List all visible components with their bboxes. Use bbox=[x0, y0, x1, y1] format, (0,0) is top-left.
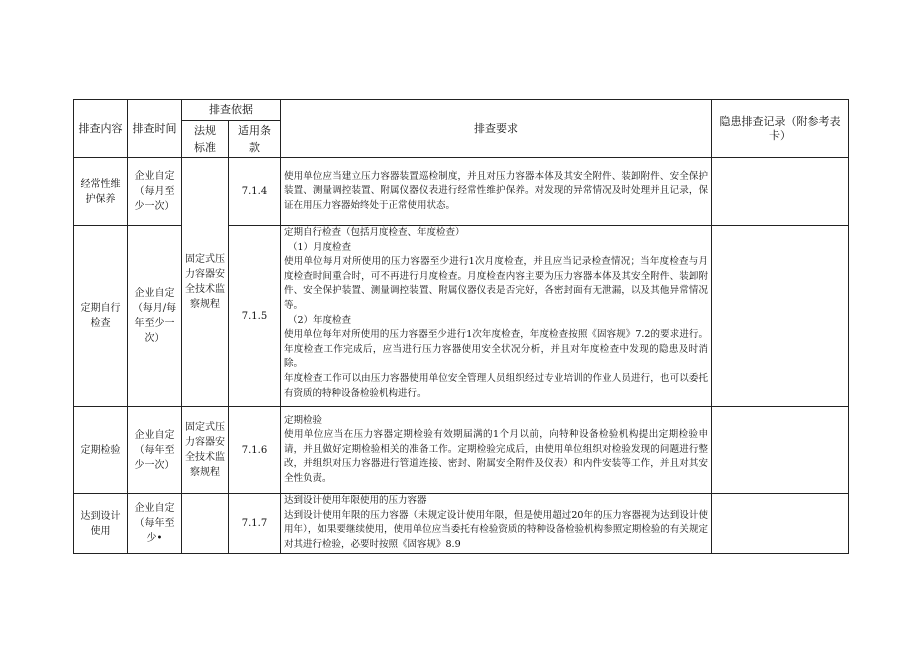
row-requirement bbox=[281, 158, 712, 226]
requirement-clip bbox=[284, 226, 708, 406]
requirement-text: 定期检验 bbox=[284, 414, 323, 426]
requirement-text: 达到设计使用年限的压力容器（未规定设计使用年限，但是使用超过20年的压力容器视为达到设计使用年），如果要继续使用，使用单位应当委托有检验资质的特种设备检验机构参照定期检验的有关规定对其进行检验，必要时按照《固容规》8.9 bbox=[284, 509, 708, 550]
header-record: 隐患排查记录（附参考表卡） bbox=[712, 100, 849, 158]
row-content: 经常性维护保养 bbox=[74, 158, 128, 226]
table-row bbox=[74, 407, 849, 494]
requirement-text: （2）年度检查 bbox=[288, 314, 352, 326]
row-time: 企业自定（每月至少一次） bbox=[128, 158, 182, 226]
header-row bbox=[74, 100, 849, 121]
requirement-text: 定期自行检查（包括月度检查、年度检查） bbox=[284, 227, 465, 238]
header-basis: 排查依据 bbox=[182, 100, 281, 121]
inspection-table bbox=[73, 99, 849, 554]
header-clause bbox=[229, 121, 281, 158]
header-clause-text: 适用条款 bbox=[238, 124, 271, 154]
table-row bbox=[74, 158, 849, 226]
row-regulation: 固定式压力容器安全技术监察规程 bbox=[182, 407, 229, 494]
row-clause: 7.1.5 bbox=[229, 226, 281, 407]
table-row bbox=[74, 494, 849, 554]
row-record bbox=[712, 494, 849, 554]
requirement-text: 年度检查工作可以由压力容器使用单位安全管理人员组织经过专业培训的作业人员进行，也可以委托有资质的特种设备检验机构进行。 bbox=[284, 372, 708, 399]
header-time: 排查时间 bbox=[128, 100, 182, 158]
requirement-text: 使用单位应当在压力容器定期检验有效期届满的1个月以前，向特种设备检验机构提出定期检验申请，并且做好定期检验相关的准备工作。定期检验完成后，由使用单位组织对检验发现的问题进行整改，并组织对压力容器进行管道连接、密封、附属安全附件及仪表）和内件安装等工作，并且对其安全性负责。 bbox=[284, 429, 708, 484]
requirement-text: 使用单位每月对所使用的压力容器至少进行1次月度检查，并且应当记录检查情况；当年度检查与月度检查时间重合时，可不再进行月度检查。月度检查内容主要为压力容器本体及其安全附件、装卸附件、安全保护装置、测量调控装置、附属仪器仪表是否完好，各密封面有无泄漏，以及其他异常情况等。 bbox=[284, 256, 708, 311]
row-requirement bbox=[281, 226, 712, 407]
header-content: 排查内容 bbox=[74, 100, 128, 158]
row-requirement bbox=[281, 494, 712, 554]
row-regulation: 固定式压力容器安全技术监察规程 bbox=[182, 158, 229, 407]
row-content: 定期自行检查 bbox=[74, 226, 128, 407]
header-requirement: 排查要求 bbox=[281, 100, 712, 158]
row-content: 定期检验 bbox=[74, 407, 128, 494]
requirement-text: （1）月度检查 bbox=[288, 241, 352, 253]
row-record bbox=[712, 407, 849, 494]
row-regulation bbox=[182, 494, 229, 554]
row-requirement bbox=[281, 407, 712, 494]
row-content: 达到设计使用 bbox=[74, 494, 128, 554]
requirement-text: 达到设计使用年限使用的压力容器 bbox=[284, 495, 427, 506]
row-clause: 7.1.7 bbox=[229, 494, 281, 554]
row-time: 企业自定（每年至少• bbox=[128, 494, 182, 554]
row-time: 企业自定（每月/每年至少一次） bbox=[128, 226, 182, 407]
requirement-text: 使用单位每年对所使用的压力容器至少进行1次年度检查，年度检查按照《固容规》7.2的要求进行。年度检查工作完成后，应当进行压力容器使用安全状况分析，并且对年度检查中发现的隐患及时消除。 bbox=[284, 329, 708, 370]
header-regulation-text: 法规标准 bbox=[194, 124, 216, 154]
row-clause: 7.1.6 bbox=[229, 407, 281, 494]
row-record bbox=[712, 158, 849, 226]
row-record bbox=[712, 226, 849, 407]
row-time: 企业自定（每年至少一次） bbox=[128, 407, 182, 494]
header-regulation bbox=[182, 121, 229, 158]
requirement-text: 使用单位应当建立压力容器装置巡检制度，并且对压力容器本体及其安全附件、装卸附件、安全保护装置、测量调控装置、附属仪器仪表进行经常性维护保养。对发现的异常情况及时处理并且记录，保证在用压力容器始终处于正常使用状态。 bbox=[284, 170, 708, 211]
row-clause: 7.1.4 bbox=[229, 158, 281, 226]
